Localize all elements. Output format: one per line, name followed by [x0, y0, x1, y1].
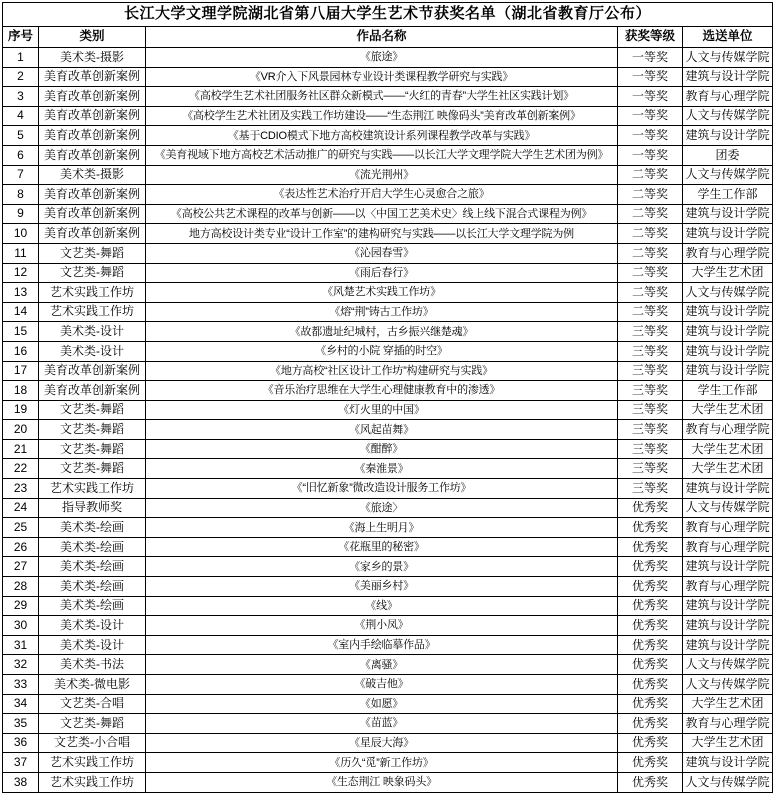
cell-award-level: 一等奖	[618, 126, 683, 146]
cell-index: 11	[3, 243, 39, 263]
cell-award-level: 优秀奖	[618, 498, 683, 518]
cell-work-title: 《美丽乡村》	[146, 577, 618, 597]
cell-category: 文艺类-舞蹈	[39, 439, 146, 459]
cell-award-level: 二等奖	[618, 243, 683, 263]
cell-category: 美育改革创新案例	[39, 87, 146, 107]
table-row	[3, 126, 773, 146]
table-row	[3, 302, 773, 322]
table-row	[3, 106, 773, 126]
table-row	[3, 263, 773, 283]
table-row	[3, 439, 773, 459]
cell-category: 美术类-绘画	[39, 557, 146, 577]
cell-award-level: 一等奖	[618, 87, 683, 107]
cell-award-level: 三等奖	[618, 439, 683, 459]
cell-work-title: 《如愿》	[146, 694, 618, 714]
column-header-work-title: 作品名称	[146, 27, 618, 48]
cell-award-level: 三等奖	[618, 459, 683, 479]
cell-index: 4	[3, 106, 39, 126]
cell-award-level: 一等奖	[618, 48, 683, 68]
cell-category: 文艺类-舞蹈	[39, 400, 146, 420]
cell-work-title: 《旅途》	[146, 48, 618, 68]
table-row	[3, 714, 773, 734]
cell-work-title: 《离骚》	[146, 655, 618, 675]
cell-unit: 人文与传媒学院	[683, 498, 773, 518]
cell-unit: 人文与传媒学院	[683, 106, 773, 126]
table-row	[3, 498, 773, 518]
column-header-category: 类别	[39, 27, 146, 48]
cell-work-title: 《高校学生艺术社团及实践工作坊建设——“生态荆江 映像码头”美育改革创新案例》	[146, 106, 618, 126]
cell-unit: 人文与传媒学院	[683, 675, 773, 695]
cell-index: 6	[3, 145, 39, 165]
cell-work-title: 《苗蓝》	[146, 714, 618, 734]
cell-unit: 建筑与设计学院	[683, 596, 773, 616]
cell-category: 美术类-绘画	[39, 537, 146, 557]
cell-index: 24	[3, 498, 39, 518]
cell-award-level: 一等奖	[618, 106, 683, 126]
cell-award-level: 优秀奖	[618, 772, 683, 792]
cell-category: 美育改革创新案例	[39, 224, 146, 244]
cell-work-title: 《雨后春行》	[146, 263, 618, 283]
cell-award-level: 三等奖	[618, 341, 683, 361]
cell-work-title: 《表达性艺术治疗开启大学生心灵愈合之旅》	[146, 185, 618, 205]
cell-category: 美育改革创新案例	[39, 145, 146, 165]
column-header-unit: 选送单位	[683, 27, 773, 48]
cell-work-title: 《灯火里的中国》	[146, 400, 618, 420]
cell-unit: 大学生艺术团	[683, 400, 773, 420]
cell-unit: 建筑与设计学院	[683, 616, 773, 636]
table-row	[3, 675, 773, 695]
cell-category: 文艺类-舞蹈	[39, 263, 146, 283]
cell-index: 34	[3, 694, 39, 714]
cell-category: 文艺类-舞蹈	[39, 459, 146, 479]
cell-unit: 人文与传媒学院	[683, 165, 773, 185]
cell-award-level: 一等奖	[618, 67, 683, 87]
column-header-index: 序号	[3, 27, 39, 48]
table-row	[3, 694, 773, 714]
cell-category: 美术类-绘画	[39, 577, 146, 597]
cell-category: 美育改革创新案例	[39, 361, 146, 381]
table-row	[3, 753, 773, 773]
cell-work-title: 《破吉他》	[146, 675, 618, 695]
cell-unit: 建筑与设计学院	[683, 361, 773, 381]
cell-unit: 建筑与设计学院	[683, 322, 773, 342]
cell-award-level: 三等奖	[618, 400, 683, 420]
cell-award-level: 二等奖	[618, 302, 683, 322]
cell-unit: 大学生艺术团	[683, 263, 773, 283]
cell-unit: 建筑与设计学院	[683, 224, 773, 244]
cell-work-title: 《秦淮景》	[146, 459, 618, 479]
cell-unit: 大学生艺术团	[683, 459, 773, 479]
cell-work-title: 《故都遗址纪城村，古乡振兴继楚魂》	[146, 322, 618, 342]
cell-unit: 建筑与设计学院	[683, 753, 773, 773]
cell-index: 22	[3, 459, 39, 479]
cell-work-title: 《生态荆江 映象码头》	[146, 772, 618, 792]
cell-category: 艺术实践工作坊	[39, 772, 146, 792]
cell-unit: 学生工作部	[683, 381, 773, 401]
cell-category: 美术类-设计	[39, 616, 146, 636]
cell-work-title: 《风楚艺术实践工作坊》	[146, 283, 618, 303]
cell-unit: 学生工作部	[683, 185, 773, 205]
cell-work-title: 《“旧忆新象”微改造设计服务工作坊》	[146, 479, 618, 499]
cell-work-title: 《VR介入下风景园林专业设计类课程教学研究与实践》	[146, 67, 618, 87]
cell-award-level: 优秀奖	[618, 733, 683, 753]
cell-award-level: 优秀奖	[618, 635, 683, 655]
page-title: 长江大学文理学院湖北省第八届大学生艺术节获奖名单（湖北省教育厅公布）	[3, 3, 773, 27]
cell-index: 31	[3, 635, 39, 655]
cell-work-title: 《室内手绘临摹作品》	[146, 635, 618, 655]
cell-index: 15	[3, 322, 39, 342]
cell-index: 19	[3, 400, 39, 420]
cell-work-title: 《流光荆州》	[146, 165, 618, 185]
cell-unit: 教育与心理学院	[683, 518, 773, 538]
table-row	[3, 616, 773, 636]
cell-category: 文艺类-合唱	[39, 694, 146, 714]
cell-work-title: 《熔“荆”铸古工作坊》	[146, 302, 618, 322]
cell-unit: 人文与传媒学院	[683, 655, 773, 675]
cell-unit: 建筑与设计学院	[683, 479, 773, 499]
cell-category: 指导教师奖	[39, 498, 146, 518]
awards-table	[2, 2, 773, 793]
table-row	[3, 204, 773, 224]
cell-index: 8	[3, 185, 39, 205]
cell-unit: 建筑与设计学院	[683, 341, 773, 361]
cell-work-title: 《花瓶里的秘密》	[146, 537, 618, 557]
cell-category: 美育改革创新案例	[39, 204, 146, 224]
cell-index: 1	[3, 48, 39, 68]
cell-unit: 大学生艺术团	[683, 733, 773, 753]
cell-unit: 教育与心理学院	[683, 537, 773, 557]
table-row	[3, 165, 773, 185]
cell-award-level: 二等奖	[618, 165, 683, 185]
cell-category: 文艺类-小合唱	[39, 733, 146, 753]
table-row	[3, 283, 773, 303]
cell-index: 27	[3, 557, 39, 577]
cell-award-level: 二等奖	[618, 263, 683, 283]
cell-award-level: 优秀奖	[618, 694, 683, 714]
table-row	[3, 420, 773, 440]
cell-unit: 人文与传媒学院	[683, 48, 773, 68]
cell-award-level: 三等奖	[618, 479, 683, 499]
cell-category: 美育改革创新案例	[39, 185, 146, 205]
cell-unit: 教育与心理学院	[683, 577, 773, 597]
table-row	[3, 381, 773, 401]
cell-award-level: 二等奖	[618, 283, 683, 303]
table-row	[3, 557, 773, 577]
cell-category: 美育改革创新案例	[39, 106, 146, 126]
cell-unit: 建筑与设计学院	[683, 302, 773, 322]
table-row	[3, 577, 773, 597]
cell-category: 艺术实践工作坊	[39, 753, 146, 773]
cell-index: 23	[3, 479, 39, 499]
cell-index: 16	[3, 341, 39, 361]
cell-category: 美术类-设计	[39, 322, 146, 342]
title-row	[3, 3, 773, 27]
cell-work-title: 地方高校设计类专业“设计工作室”的建构研究与实践——以长江大学文理学院为例	[146, 224, 618, 244]
cell-unit: 建筑与设计学院	[683, 126, 773, 146]
cell-category: 美术类-微电影	[39, 675, 146, 695]
table-row	[3, 341, 773, 361]
cell-category: 美育改革创新案例	[39, 126, 146, 146]
cell-index: 33	[3, 675, 39, 695]
cell-index: 9	[3, 204, 39, 224]
cell-work-title: 《乡村的小院 穿插的时空》	[146, 341, 618, 361]
cell-award-level: 三等奖	[618, 322, 683, 342]
cell-work-title: 《地方高校“社区设计工作坊”构建研究与实践》	[146, 361, 618, 381]
cell-index: 38	[3, 772, 39, 792]
cell-award-level: 二等奖	[618, 185, 683, 205]
cell-index: 10	[3, 224, 39, 244]
cell-work-title: 《酣醉》	[146, 439, 618, 459]
cell-category: 文艺类-舞蹈	[39, 420, 146, 440]
cell-unit: 教育与心理学院	[683, 420, 773, 440]
table-row	[3, 635, 773, 655]
cell-award-level: 优秀奖	[618, 616, 683, 636]
cell-index: 25	[3, 518, 39, 538]
cell-category: 艺术实践工作坊	[39, 302, 146, 322]
cell-category: 文艺类-舞蹈	[39, 714, 146, 734]
cell-work-title: 《星辰大海》	[146, 733, 618, 753]
cell-award-level: 一等奖	[618, 145, 683, 165]
cell-work-title: 《线》	[146, 596, 618, 616]
cell-work-title: 《美育视域下地方高校艺术活动推广的研究与实践——以长江大学文理学院大学生艺术团为例》	[146, 145, 618, 165]
cell-category: 美术类-设计	[39, 635, 146, 655]
cell-work-title: 《高校学生艺术社团服务社区群众新模式——“火红的青春”大学生社区实践计划》	[146, 87, 618, 107]
cell-unit: 人文与传媒学院	[683, 772, 773, 792]
table-row	[3, 518, 773, 538]
cell-index: 30	[3, 616, 39, 636]
table-row	[3, 400, 773, 420]
cell-work-title: 《沁园春雪》	[146, 243, 618, 263]
cell-category: 艺术实践工作坊	[39, 283, 146, 303]
cell-index: 5	[3, 126, 39, 146]
table-row	[3, 145, 773, 165]
cell-index: 18	[3, 381, 39, 401]
cell-work-title: 《家乡的景》	[146, 557, 618, 577]
cell-index: 36	[3, 733, 39, 753]
cell-award-level: 优秀奖	[618, 655, 683, 675]
cell-index: 14	[3, 302, 39, 322]
cell-award-level: 二等奖	[618, 204, 683, 224]
table-row	[3, 185, 773, 205]
cell-category: 美育改革创新案例	[39, 381, 146, 401]
cell-unit: 建筑与设计学院	[683, 67, 773, 87]
table-row	[3, 479, 773, 499]
cell-category: 美术类-绘画	[39, 518, 146, 538]
cell-category: 美术类-绘画	[39, 596, 146, 616]
cell-unit: 教育与心理学院	[683, 714, 773, 734]
cell-index: 21	[3, 439, 39, 459]
cell-category: 美术类-设计	[39, 341, 146, 361]
table-row	[3, 322, 773, 342]
cell-work-title: 《基于CDIO模式下地方高校建筑设计系列课程教学改革与实践》	[146, 126, 618, 146]
table-row	[3, 67, 773, 87]
column-header-award-level: 获奖等级	[618, 27, 683, 48]
cell-work-title: 《音乐治疗思维在大学生心理健康教育中的渗透》	[146, 381, 618, 401]
cell-unit: 教育与心理学院	[683, 87, 773, 107]
cell-award-level: 优秀奖	[618, 518, 683, 538]
cell-index: 32	[3, 655, 39, 675]
table-row	[3, 655, 773, 675]
cell-unit: 人文与传媒学院	[683, 283, 773, 303]
cell-index: 2	[3, 67, 39, 87]
cell-index: 13	[3, 283, 39, 303]
table-row	[3, 224, 773, 244]
cell-category: 美术类-摄影	[39, 165, 146, 185]
cell-index: 26	[3, 537, 39, 557]
table-row	[3, 459, 773, 479]
table-row	[3, 772, 773, 792]
cell-index: 35	[3, 714, 39, 734]
table-body	[3, 48, 773, 793]
cell-category: 美育改革创新案例	[39, 67, 146, 87]
cell-work-title: 《高校公共艺术课程的改革与创新——以〈中国工艺美术史〉线上线下混合式课程为例》	[146, 204, 618, 224]
cell-index: 17	[3, 361, 39, 381]
cell-category: 艺术实践工作坊	[39, 479, 146, 499]
cell-award-level: 三等奖	[618, 361, 683, 381]
cell-index: 20	[3, 420, 39, 440]
cell-category: 美术类-书法	[39, 655, 146, 675]
table-row	[3, 361, 773, 381]
cell-index: 29	[3, 596, 39, 616]
cell-unit: 大学生艺术团	[683, 694, 773, 714]
cell-work-title: 《海上生明月》	[146, 518, 618, 538]
cell-work-title: 《历久“觅”新工作坊》	[146, 753, 618, 773]
cell-unit: 建筑与设计学院	[683, 204, 773, 224]
table-row	[3, 87, 773, 107]
cell-award-level: 优秀奖	[618, 714, 683, 734]
cell-unit: 建筑与设计学院	[683, 557, 773, 577]
cell-index: 37	[3, 753, 39, 773]
cell-award-level: 三等奖	[618, 420, 683, 440]
table-row	[3, 243, 773, 263]
cell-index: 7	[3, 165, 39, 185]
cell-award-level: 二等奖	[618, 224, 683, 244]
cell-work-title: 《风起苗舞》	[146, 420, 618, 440]
cell-award-level: 优秀奖	[618, 557, 683, 577]
cell-unit: 大学生艺术团	[683, 439, 773, 459]
cell-category: 文艺类-舞蹈	[39, 243, 146, 263]
table-row	[3, 596, 773, 616]
cell-work-title: 《荆小凤》	[146, 616, 618, 636]
table-row	[3, 733, 773, 753]
cell-award-level: 优秀奖	[618, 596, 683, 616]
cell-unit: 建筑与设计学院	[683, 635, 773, 655]
header-row	[3, 27, 773, 48]
cell-index: 28	[3, 577, 39, 597]
cell-unit: 团委	[683, 145, 773, 165]
cell-award-level: 优秀奖	[618, 753, 683, 773]
cell-work-title: 《旅途〉	[146, 498, 618, 518]
table-row	[3, 48, 773, 68]
table-row	[3, 537, 773, 557]
cell-category: 美术类-摄影	[39, 48, 146, 68]
cell-award-level: 三等奖	[618, 381, 683, 401]
cell-index: 12	[3, 263, 39, 283]
cell-award-level: 优秀奖	[618, 537, 683, 557]
cell-award-level: 优秀奖	[618, 675, 683, 695]
cell-index: 3	[3, 87, 39, 107]
cell-unit: 教育与心理学院	[683, 243, 773, 263]
cell-award-level: 优秀奖	[618, 577, 683, 597]
